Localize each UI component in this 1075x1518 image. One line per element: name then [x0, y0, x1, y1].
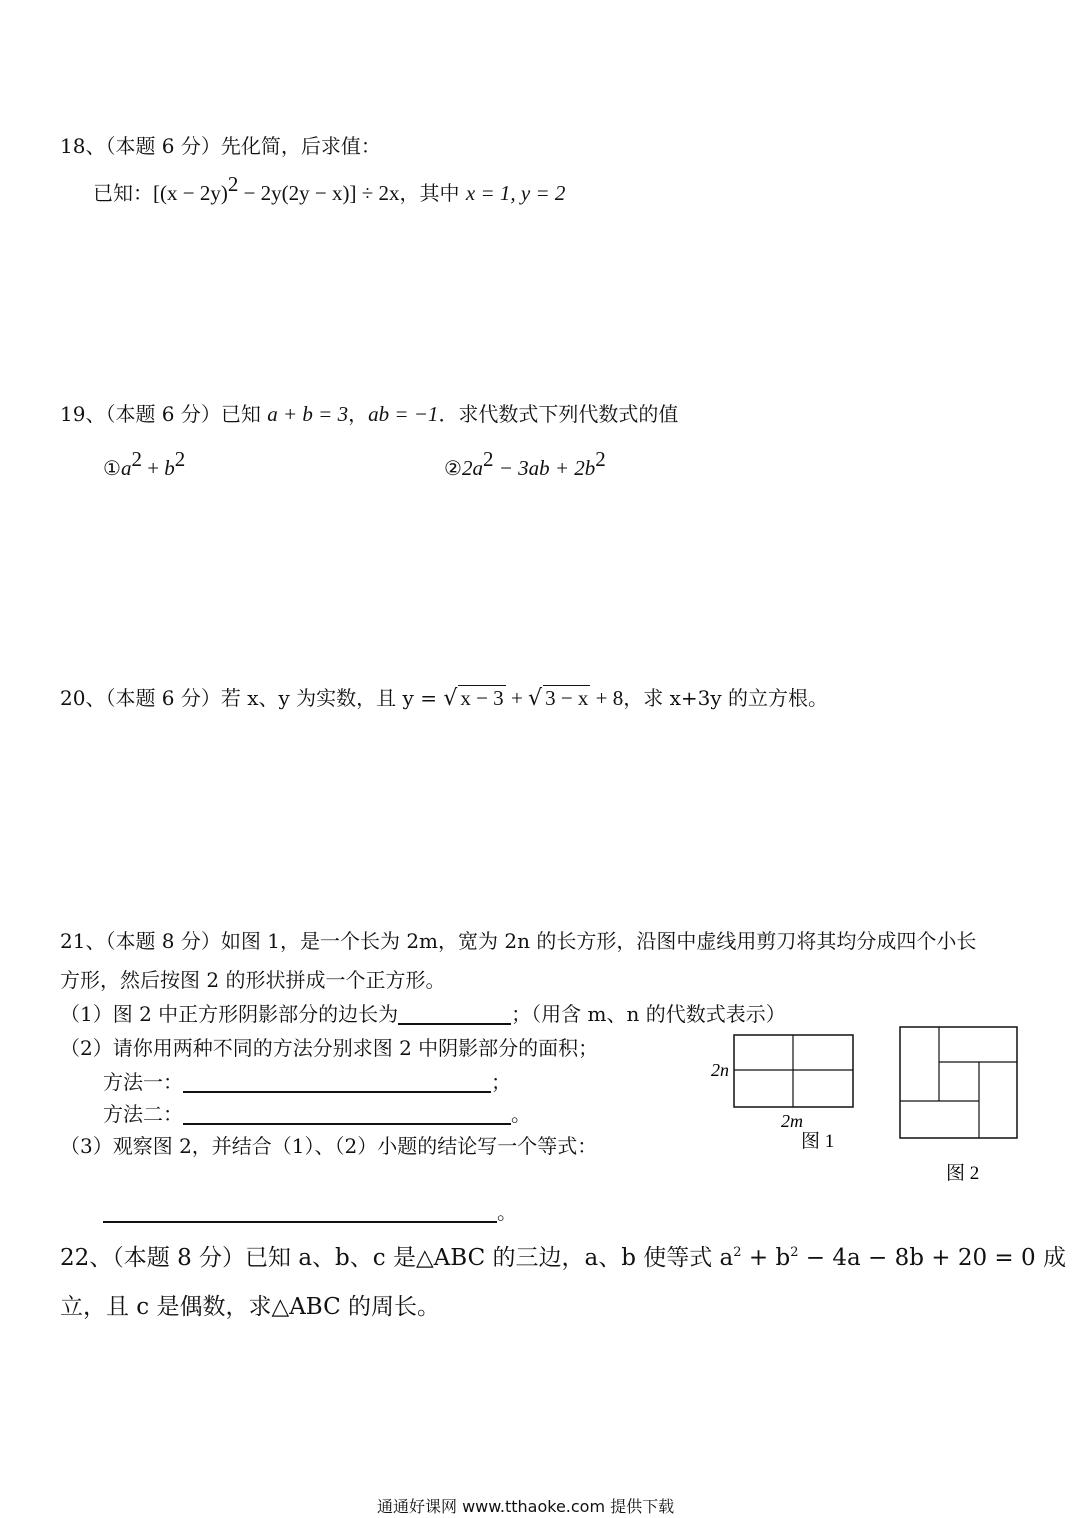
q22-line1-text: 22、（本题 8 分）已知 a、b、c 是△ABC 的三边，a、b 使等式 a — [60, 1245, 734, 1271]
q21-line2: 方形，然后按图 2 的形状拼成一个正方形。 — [60, 968, 446, 992]
q21-method2-blank[interactable] — [183, 1103, 511, 1125]
q21-method1-blank[interactable] — [183, 1071, 491, 1093]
figure-1 — [705, 1028, 865, 1158]
q19-part2-sup1: 2 — [482, 447, 494, 471]
q21-part3: （3）观察图 2，并结合（1）、（2）小题的结论写一个等式： — [60, 1134, 598, 1158]
q21-method1 — [103, 1066, 511, 1095]
q22-sup2: 2 — [790, 1245, 799, 1260]
q21-part1 — [60, 998, 786, 1027]
q21-part1-tail: ；（用含 m、n 的代数式表示） — [511, 1002, 786, 1026]
q20-plus1: + — [505, 686, 529, 710]
q21-method2-label: 方法二： — [103, 1102, 183, 1126]
q18-expr-part2: − 2y(2y − x)] ÷ 2x — [238, 181, 400, 205]
q20-line — [60, 682, 828, 711]
q19-sep: ， — [348, 402, 369, 426]
q21-part3-blank[interactable] — [103, 1201, 497, 1223]
q18-heading: 18、（本题 6 分）先化简，后求值： — [60, 134, 381, 158]
q21-part3-answer — [103, 1196, 517, 1225]
q18-expression — [93, 172, 566, 206]
q19-tail: ．求代数式下列代数式的值 — [438, 402, 679, 426]
q19-part1-b: b — [164, 456, 175, 480]
q19-part1 — [103, 447, 186, 481]
q22-mid: + b — [741, 1245, 791, 1271]
figure-2 — [895, 1022, 1025, 1188]
q20-plus8: + 8 — [590, 686, 624, 710]
q19-part1-plus: + — [141, 456, 165, 480]
q18-values: x = 1, y = 2 — [465, 181, 566, 205]
q21-method1-label: 方法一： — [103, 1070, 183, 1094]
q19-part2-mid: − 3ab + 2b — [493, 456, 596, 480]
q20-tail: ，求 x+3y 的立方根。 — [623, 686, 829, 710]
q21-method2 — [103, 1098, 531, 1127]
q20-radical2: 3 − x — [545, 686, 589, 710]
q20-head: 20、（本题 6 分）若 x、y 为实数，且 y = — [60, 686, 444, 710]
q19-part2-a: 2a — [461, 456, 483, 480]
q21-method1-end: ； — [491, 1070, 511, 1094]
q19-part1-a: a — [120, 456, 132, 480]
q19-part1-sup2: 2 — [174, 447, 186, 471]
q18-expr-part1: [(x − 2y) — [153, 181, 228, 205]
figure-2-caption: 图 2 — [946, 1163, 980, 1184]
q21-part1-blank[interactable] — [398, 1003, 511, 1025]
q21-part3-end: 。 — [497, 1200, 517, 1224]
q21-part1-text: （1）图 2 中正方形阴影部分的边长为 — [60, 1002, 399, 1026]
q18-where: ，其中 — [399, 181, 466, 205]
q19-head: 19、（本题 6 分）已知 — [60, 402, 268, 426]
q18-exponent: 2 — [227, 172, 239, 196]
figure-1-bottom-label: 2m — [781, 1111, 803, 1131]
q21-method2-end: 。 — [511, 1102, 531, 1126]
figure-1-caption: 图 1 — [801, 1131, 835, 1152]
q19-part2 — [444, 447, 606, 481]
q20-radical1-sign: √ — [443, 686, 458, 711]
q19-part2-number: ② — [444, 456, 462, 480]
q22-line1-tail: − 4a − 8b + 20 = 0 成 — [798, 1245, 1066, 1271]
q22-sup1: 2 — [733, 1245, 742, 1260]
figure-2-square — [900, 1027, 1017, 1138]
q21-line1: 21、（本题 8 分）如图 1，是一个长为 2m，宽为 2n 的长方形，沿图中虚线用剪刀将其均分成四个小长 — [60, 929, 977, 953]
figure-1-left-label: 2n — [711, 1060, 729, 1080]
q20-radical2-sign: √ — [528, 686, 543, 711]
q19-part2-sup2: 2 — [595, 447, 606, 471]
page-footer: 通通好课网 www.tthaoke.com 提供下载 — [377, 1497, 675, 1516]
q20-radical1: x − 3 — [460, 686, 504, 710]
q19-cond2: ab = −1 — [368, 402, 439, 426]
q19-heading — [60, 398, 678, 427]
q19-part1-number: ① — [103, 456, 121, 480]
q22-line1 — [60, 1239, 1066, 1272]
q21-part2: （2）请你用两种不同的方法分别求图 2 中阴影部分的面积； — [60, 1036, 599, 1060]
q22-line2: 立，且 c 是偶数，求△ABC 的周长。 — [60, 1294, 441, 1320]
q19-part1-sup1: 2 — [131, 447, 142, 471]
q19-cond1: a + b = 3 — [267, 402, 349, 426]
q18-given: 已知： — [93, 181, 153, 205]
